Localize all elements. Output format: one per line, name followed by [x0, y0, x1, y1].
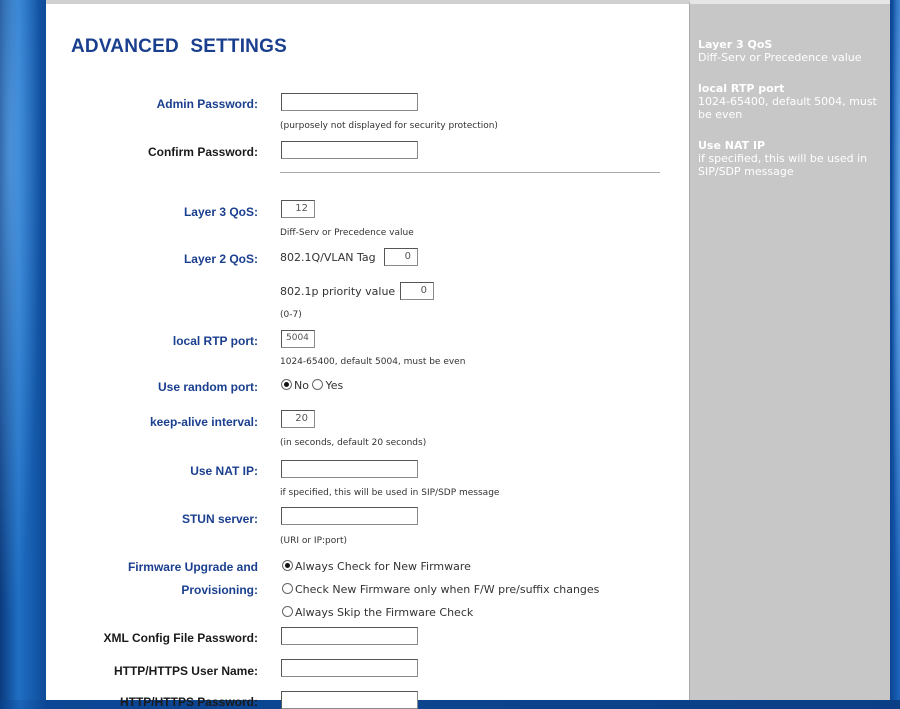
stun-server-label: STUN server: [181, 512, 258, 526]
help-use-nat-ip [698, 139, 882, 178]
firmware-option-1-label: Always Check for New Firmware [295, 560, 471, 573]
xml-config-password-label: XML Config File Password: [103, 631, 258, 645]
help-local-rtp-port [698, 82, 882, 121]
help-sidebar [689, 0, 890, 700]
keep-alive-input[interactable]: 20 [281, 410, 315, 428]
layer2-qos-label: Layer 2 QoS: [183, 252, 258, 266]
help-use-nat-ip-text: if specified, this will be used in SIP/SDP message [698, 152, 868, 178]
firmware-label-line1: Firmware Upgrade and [127, 560, 258, 574]
page-title: ADVANCED SETTINGS [71, 36, 287, 57]
use-nat-ip-label: Use NAT IP: [190, 464, 258, 478]
use-nat-ip-note: if specified, this will be used in SIP/SDP message [280, 488, 500, 498]
firmware-option-1-radio[interactable] [282, 560, 293, 571]
layer3-qos-note: Diff-Serv or Precedence value [280, 228, 414, 238]
help-local-rtp-port-text: 1024-65400, default 5004, must be even [698, 95, 877, 121]
use-random-port-label: Use random port: [157, 380, 258, 394]
priority-value-input[interactable]: 0 [400, 282, 434, 300]
xml-config-password-input[interactable] [281, 627, 418, 645]
firmware-option-3-label: Always Skip the Firmware Check [295, 606, 474, 619]
local-rtp-port-note: 1024-65400, default 5004, must be even [280, 357, 466, 367]
firmware-option-2[interactable] [282, 583, 599, 596]
stun-server-note: (URI or IP:port) [280, 536, 348, 546]
vlan-tag-input[interactable]: 0 [384, 248, 418, 266]
stun-server-input[interactable] [281, 507, 418, 525]
http-user-name-input[interactable] [281, 659, 418, 677]
http-password-input[interactable] [281, 691, 418, 709]
help-local-rtp-port-title: local RTP port [698, 82, 785, 95]
firmware-option-3[interactable] [282, 606, 473, 619]
help-layer3-qos-text: Diff-Serv or Precedence value [698, 51, 862, 64]
confirm-password-input[interactable] [281, 141, 418, 159]
priority-value-label: 802.1p priority value [280, 285, 396, 298]
confirm-password-label: Confirm Password: [147, 145, 258, 159]
use-nat-ip-input[interactable] [281, 460, 418, 478]
local-rtp-port-input[interactable]: 5004 [281, 330, 315, 348]
help-use-nat-ip-title: Use NAT IP [698, 139, 766, 152]
firmware-label-line2: Provisioning: [181, 583, 258, 597]
firmware-option-2-radio[interactable] [282, 583, 293, 594]
admin-password-note: (purposely not displayed for security protection) [280, 121, 498, 131]
settings-panel [46, 0, 689, 709]
help-layer3-qos-title: Layer 3 QoS [698, 38, 773, 51]
http-password-label: HTTP/HTTPS Password: [119, 695, 258, 709]
random-port-yes-label: Yes [325, 379, 344, 392]
admin-password-label: Admin Password: [156, 97, 258, 111]
layer3-qos-label: Layer 3 QoS: [183, 205, 258, 219]
firmware-option-1[interactable] [282, 560, 471, 573]
firmware-option-3-radio[interactable] [282, 606, 293, 617]
admin-password-input[interactable] [281, 93, 418, 111]
random-port-no-label: No [294, 379, 309, 392]
http-user-name-label: HTTP/HTTPS User Name: [113, 664, 258, 678]
firmware-option-2-label: Check New Firmware only when F/W pre/suffix changes [295, 583, 600, 596]
priority-range-note: (0-7) [280, 310, 302, 320]
keep-alive-note: (in seconds, default 20 seconds) [280, 438, 427, 448]
random-port-yes-radio[interactable] [312, 379, 323, 390]
help-layer3-qos [698, 38, 882, 64]
left-background-edge [0, 0, 46, 700]
right-background-edge [890, 0, 900, 700]
local-rtp-port-label: local RTP port: [172, 334, 258, 348]
section-divider [280, 172, 660, 173]
keep-alive-label: keep-alive interval: [149, 415, 258, 429]
layer3-qos-input[interactable]: 12 [281, 200, 315, 218]
random-port-no-radio[interactable] [281, 379, 292, 390]
random-port-options [281, 379, 343, 392]
vlan-tag-label: 802.1Q/VLAN Tag [280, 251, 376, 264]
